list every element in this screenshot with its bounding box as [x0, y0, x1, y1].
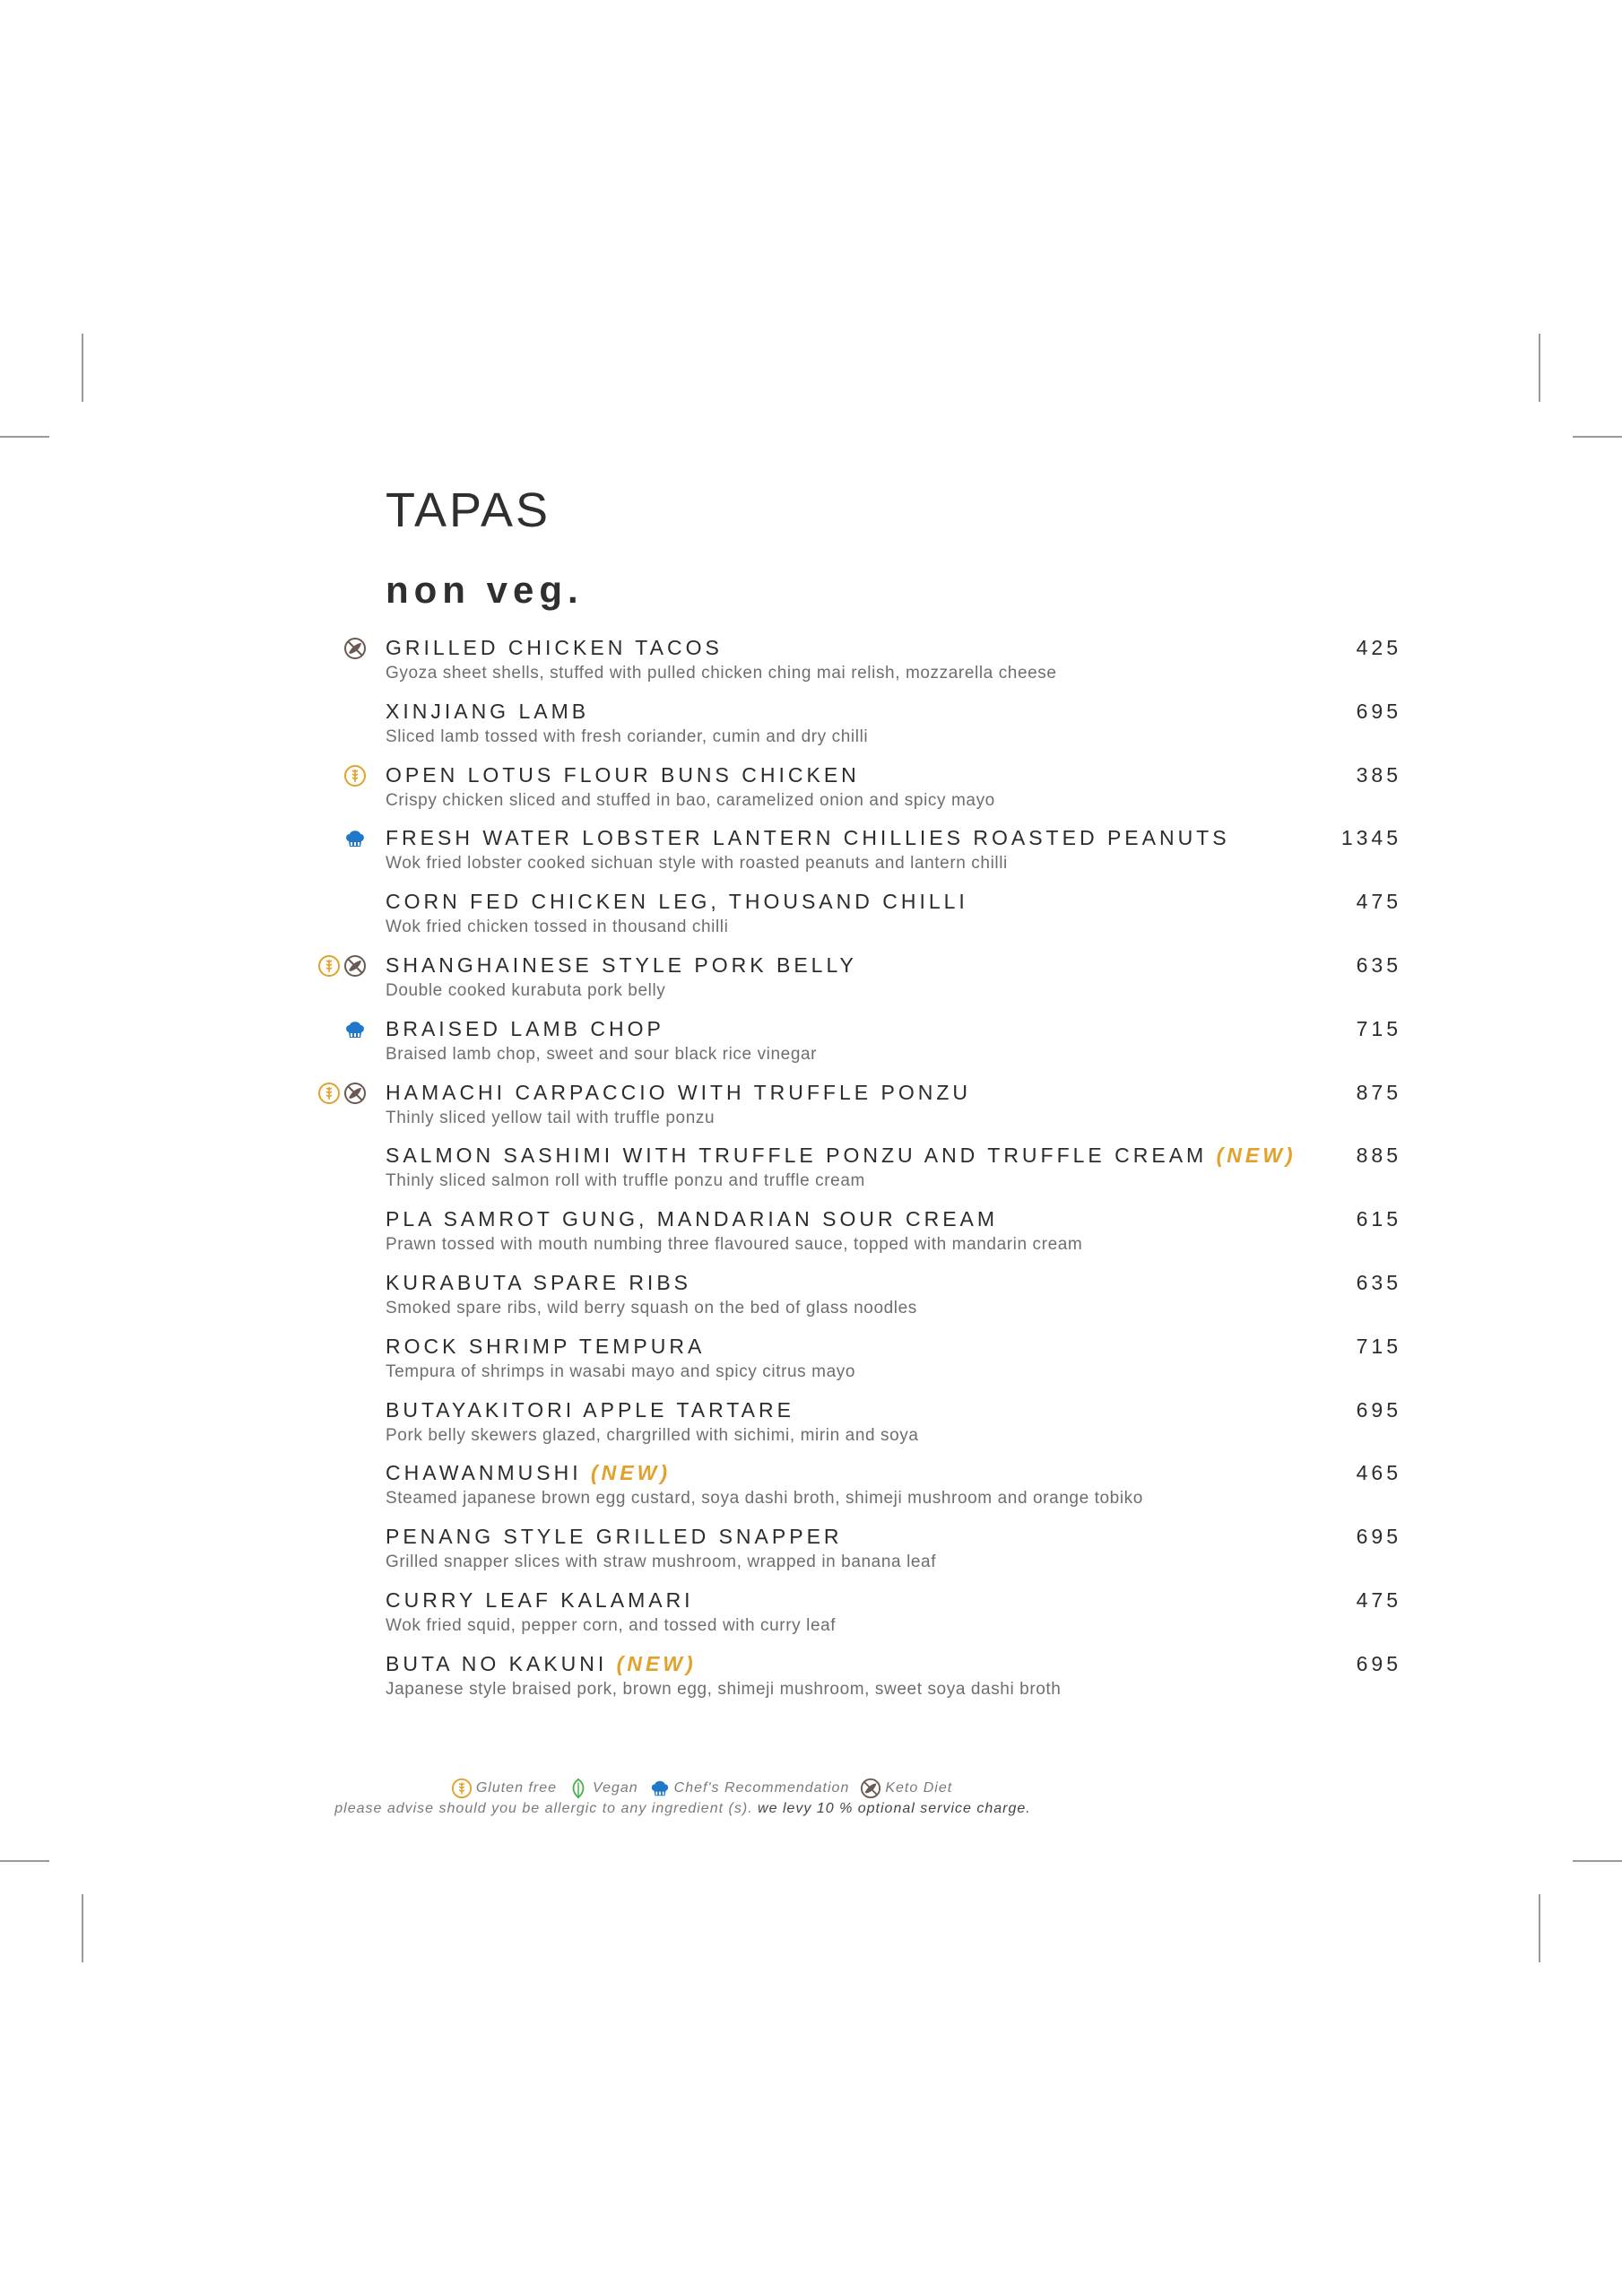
diet-icons: [343, 1018, 367, 1043]
menu-item: [0, 1076, 1622, 1140]
item-name: [386, 1014, 664, 1043]
keto-icon: [343, 637, 367, 660]
item-name: [386, 1268, 691, 1297]
page-title: TAPAS: [386, 483, 551, 537]
item-price: 695: [1356, 1525, 1401, 1549]
item-name-text: FRESH WATER LOBSTER LANTERN CHILLIES ROASTED PEANUTS: [386, 826, 1230, 850]
item-price: 635: [1356, 952, 1401, 977]
item-price: 875: [1356, 1080, 1401, 1104]
crop-mark: [1573, 1860, 1622, 1862]
item-description: Grilled snapper slices with straw mushroom, wrapped in banana leaf: [386, 1552, 937, 1572]
item-name-text: OPEN LOTUS FLOUR BUNS CHICKEN: [386, 762, 860, 787]
item-description: Wok fried lobster cooked sichuan style with roasted peanuts and lantern chilli: [386, 854, 1008, 874]
item-name: [386, 1396, 794, 1424]
item-description: Thinly sliced yellow tail with truffle ponzu: [386, 1108, 716, 1127]
item-name-text: SALMON SASHIMI WITH TRUFFLE PONZU AND TRUFFLE CREAM: [386, 1144, 1208, 1168]
item-price: 475: [1356, 1587, 1401, 1612]
item-name: [386, 1141, 1297, 1170]
item-price: 885: [1356, 1144, 1401, 1168]
new-badge: (NEW): [591, 1461, 671, 1485]
menu-item: [0, 1457, 1622, 1520]
menu-item: [0, 1266, 1622, 1330]
chef-hat-icon: [343, 827, 367, 850]
crop-mark: [1573, 436, 1622, 438]
item-price: 695: [1356, 699, 1401, 723]
item-price: 465: [1356, 1461, 1401, 1485]
crop-mark: [1539, 1894, 1540, 1962]
legend-chef-label: Chef's Recommendation: [673, 1780, 850, 1796]
item-price: 385: [1356, 762, 1401, 787]
item-name-text: CORN FED CHICKEN LEG, THOUSAND CHILLI: [386, 890, 968, 914]
menu-item: [0, 695, 1622, 759]
item-name-text: BUTAYAKITORI APPLE TARTARE: [386, 1397, 794, 1422]
service-charge-note: we levy 10 % optional service charge.: [758, 1801, 1031, 1816]
item-price: 635: [1356, 1270, 1401, 1294]
diet-icons: [343, 827, 367, 852]
legend-gluten-free-label: Gluten free: [475, 1780, 557, 1796]
new-badge: (NEW): [1216, 1144, 1297, 1168]
item-name: [386, 697, 589, 726]
item-name: [386, 633, 723, 662]
keto-icon: [343, 1082, 367, 1105]
menu-item: [0, 1394, 1622, 1457]
item-name: [386, 1205, 998, 1233]
item-description: Crispy chicken sliced and stuffed in bao, caramelized onion and spicy mayo: [386, 790, 995, 810]
gluten-free-icon: [343, 764, 367, 787]
legend: [0, 1778, 1622, 1817]
gluten-free-icon: [317, 1082, 341, 1105]
item-description: Pork belly skewers glazed, chargrilled with sichimi, mirin and soya: [386, 1425, 919, 1445]
item-name: [386, 887, 968, 916]
crop-mark: [0, 1860, 49, 1862]
menu-item: [0, 1648, 1622, 1711]
item-description: Wok fried chicken tossed in thousand chilli: [386, 918, 729, 937]
item-description: Double cooked kurabuta pork belly: [386, 980, 666, 1000]
item-name-text: SHANGHAINESE STYLE PORK BELLY: [386, 952, 857, 977]
diet-icons: [343, 637, 367, 662]
item-name: [386, 1586, 694, 1614]
item-name: [386, 761, 860, 789]
item-name-text: KURABUTA SPARE RIBS: [386, 1270, 691, 1294]
item-description: Steamed japanese brown egg custard, soya dashi broth, shimeji mushroom and orange tobiko: [386, 1489, 1143, 1509]
item-description: Braised lamb chop, sweet and sour black rice vinegar: [386, 1044, 818, 1064]
item-name: [386, 1458, 671, 1487]
item-name-text: ROCK SHRIMP TEMPURA: [386, 1334, 706, 1358]
item-name-text: HAMACHI CARPACCIO WITH TRUFFLE PONZU: [386, 1080, 971, 1104]
item-description: Tempura of shrimps in wasabi mayo and spicy citrus mayo: [386, 1361, 856, 1381]
menu-item: [0, 1584, 1622, 1648]
item-name-text: PENANG STYLE GRILLED SNAPPER: [386, 1525, 843, 1549]
menu-item: [0, 1520, 1622, 1584]
crop-mark: [82, 1894, 83, 1962]
item-price: 715: [1356, 1016, 1401, 1040]
item-description: Thinly sliced salmon roll with truffle ponzu and truffle cream: [386, 1171, 865, 1191]
menu-item: [0, 1013, 1622, 1076]
item-name-text: CURRY LEAF KALAMARI: [386, 1587, 694, 1612]
item-name-text: CHAWANMUSHI: [386, 1461, 582, 1485]
item-description: Smoked spare ribs, wild berry squash on the bed of glass noodles: [386, 1298, 917, 1318]
item-price: 425: [1356, 636, 1401, 659]
chef-hat-icon: [649, 1778, 671, 1799]
item-price: 695: [1356, 1651, 1401, 1675]
item-price: 1345: [1340, 826, 1401, 850]
menu-item: [0, 1203, 1622, 1266]
chef-hat-icon: [343, 1018, 367, 1041]
item-name: [386, 951, 857, 979]
gluten-free-icon: [451, 1778, 473, 1799]
item-name: [386, 1649, 697, 1678]
crop-mark: [82, 334, 83, 402]
item-name: [386, 1522, 843, 1551]
diet-icons: [317, 1082, 367, 1107]
item-name-text: BUTA NO KAKUNI: [386, 1651, 608, 1675]
item-description: Japanese style braised pork, brown egg, shimeji mushroom, sweet soya dashi broth: [386, 1679, 1062, 1699]
item-name-text: PLA SAMROT GUNG, MANDARIAN SOUR CREAM: [386, 1207, 999, 1231]
menu-item: [0, 1330, 1622, 1394]
item-name: [386, 1332, 705, 1361]
diet-icons: [317, 954, 367, 979]
item-description: Wok fried squid, pepper corn, and tossed with curry leaf: [386, 1615, 837, 1635]
section-subtitle: non veg.: [386, 569, 584, 611]
footnote: [0, 1801, 1622, 1817]
item-description: Prawn tossed with mouth numbing three flavoured sauce, topped with mandarin cream: [386, 1235, 1083, 1255]
item-description: Sliced lamb tossed with fresh coriander, cumin and dry chilli: [386, 726, 869, 746]
item-name: [386, 1078, 971, 1107]
legend-keto-label: Keto Diet: [885, 1780, 953, 1796]
item-name-text: GRILLED CHICKEN TACOS: [386, 636, 723, 659]
item-price: 615: [1356, 1207, 1401, 1231]
item-description: Gyoza sheet shells, stuffed with pulled chicken ching mai relish, mozzarella cheese: [386, 664, 1057, 683]
diet-icons: [343, 764, 367, 789]
item-price: 695: [1356, 1397, 1401, 1422]
keto-icon: [343, 954, 367, 978]
crop-mark: [1539, 334, 1540, 402]
legend-vegan-label: Vegan: [592, 1780, 638, 1796]
item-name-text: XINJIANG LAMB: [386, 699, 590, 723]
vegan-leaf-icon: [568, 1778, 589, 1799]
gluten-free-icon: [317, 954, 341, 978]
menu-item: [0, 1139, 1622, 1203]
menu-item: [0, 885, 1622, 949]
new-badge: (NEW): [616, 1651, 697, 1675]
item-price: 475: [1356, 890, 1401, 914]
keto-icon: [860, 1778, 881, 1799]
menu-item: [0, 759, 1622, 822]
menu-list: [0, 631, 1622, 1711]
item-name: [386, 823, 1230, 852]
allergy-note: please advise should you be allergic to any ingredient (s).: [334, 1801, 753, 1816]
item-name-text: BRAISED LAMB CHOP: [386, 1016, 664, 1040]
crop-mark: [0, 436, 49, 438]
item-price: 715: [1356, 1334, 1401, 1358]
menu-item: [0, 822, 1622, 885]
menu-item: [0, 949, 1622, 1013]
menu-item: [0, 631, 1622, 695]
